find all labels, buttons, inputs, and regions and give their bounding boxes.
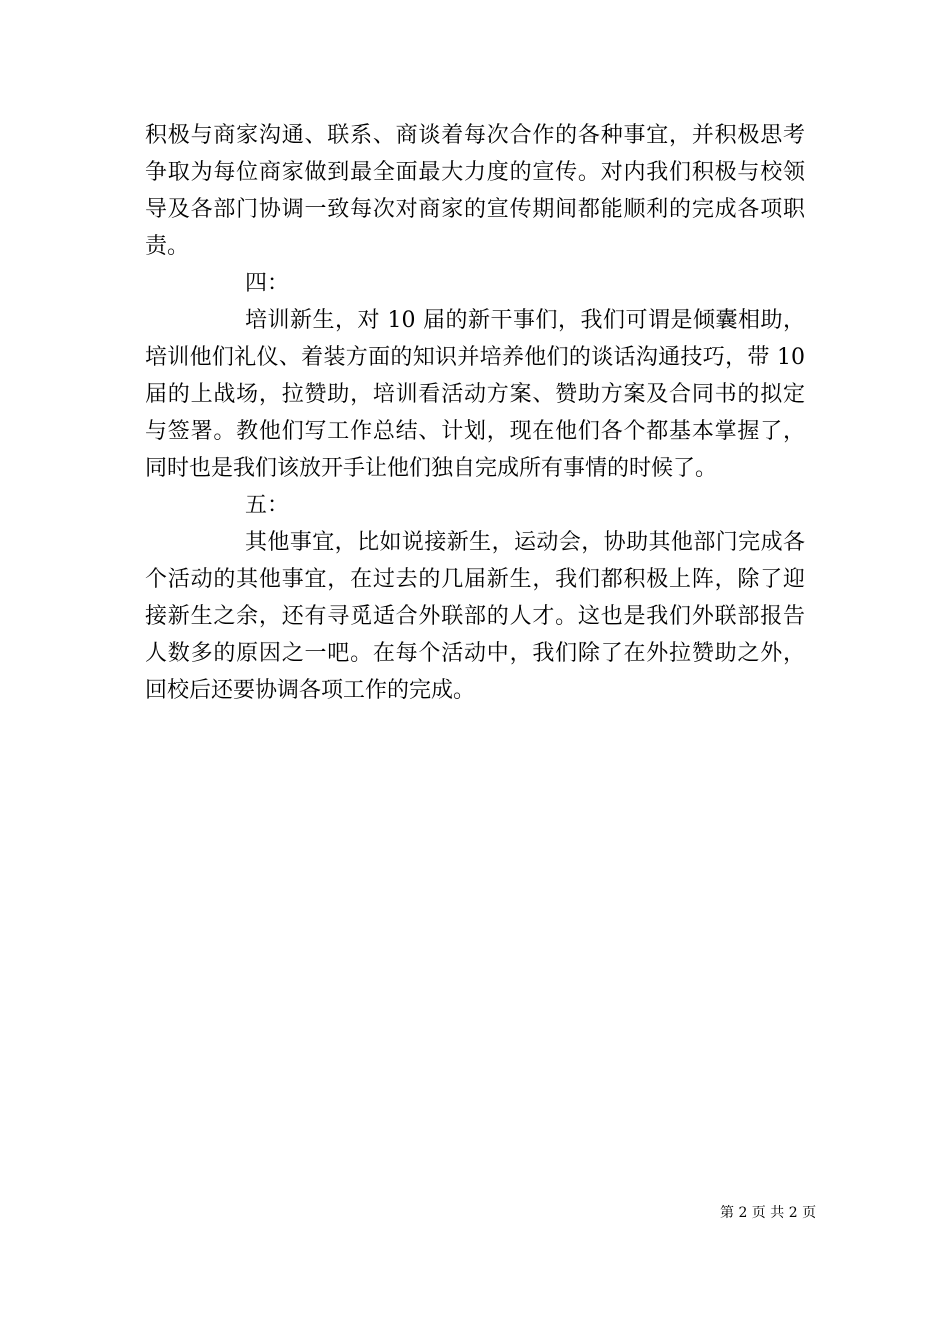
paragraph-line: 回校后还要协调各项工作的完成。 bbox=[145, 678, 476, 703]
paragraph-line: 培训他们礼仪、着装方面的知识并培养他们的谈话沟通技巧，带 10 bbox=[145, 345, 805, 370]
paragraph-line: 导及各部门协调一致每次对商家的宣传期间都能顺利的完成各项职 bbox=[145, 197, 805, 222]
paragraph-line: 积极与商家沟通、联系、商谈着每次合作的各种事宜，并积极思考 bbox=[145, 123, 805, 148]
section-heading-five: 五： bbox=[245, 493, 290, 518]
paragraph-line: 培训新生，对 10 届的新干事们，我们可谓是倾囊相助， bbox=[245, 308, 805, 333]
paragraph-line: 争取为每位商家做到最全面最大力度的宣传。对内我们积极与校领 bbox=[145, 160, 805, 185]
paragraph-line: 同时也是我们该放开手让他们独自完成所有事情的时候了。 bbox=[145, 456, 718, 481]
paragraph-line: 其他事宜，比如说接新生，运动会，协助其他部门完成各 bbox=[245, 530, 805, 555]
paragraph-line: 人数多的原因之一吧。在每个活动中，我们除了在外拉赞助之外， bbox=[145, 641, 805, 666]
body-text bbox=[145, 117, 805, 709]
paragraph-line: 届的上战场，拉赞助，培训看活动方案、赞助方案及合同书的拟定 bbox=[145, 382, 805, 407]
paragraph-line: 接新生之余，还有寻觅适合外联部的人才。这也是我们外联部报告 bbox=[145, 604, 805, 629]
page-number-footer: 第 2 页 共 2 页 bbox=[720, 1205, 817, 1221]
paragraph-line: 个活动的其他事宜，在过去的几届新生，我们都积极上阵，除了迎 bbox=[145, 567, 805, 592]
paragraph-line: 责。 bbox=[145, 234, 190, 259]
paragraph-line: 与签署。教他们写工作总结、计划，现在他们各个都基本掌握了， bbox=[145, 419, 805, 444]
section-heading-four: 四： bbox=[245, 271, 290, 296]
